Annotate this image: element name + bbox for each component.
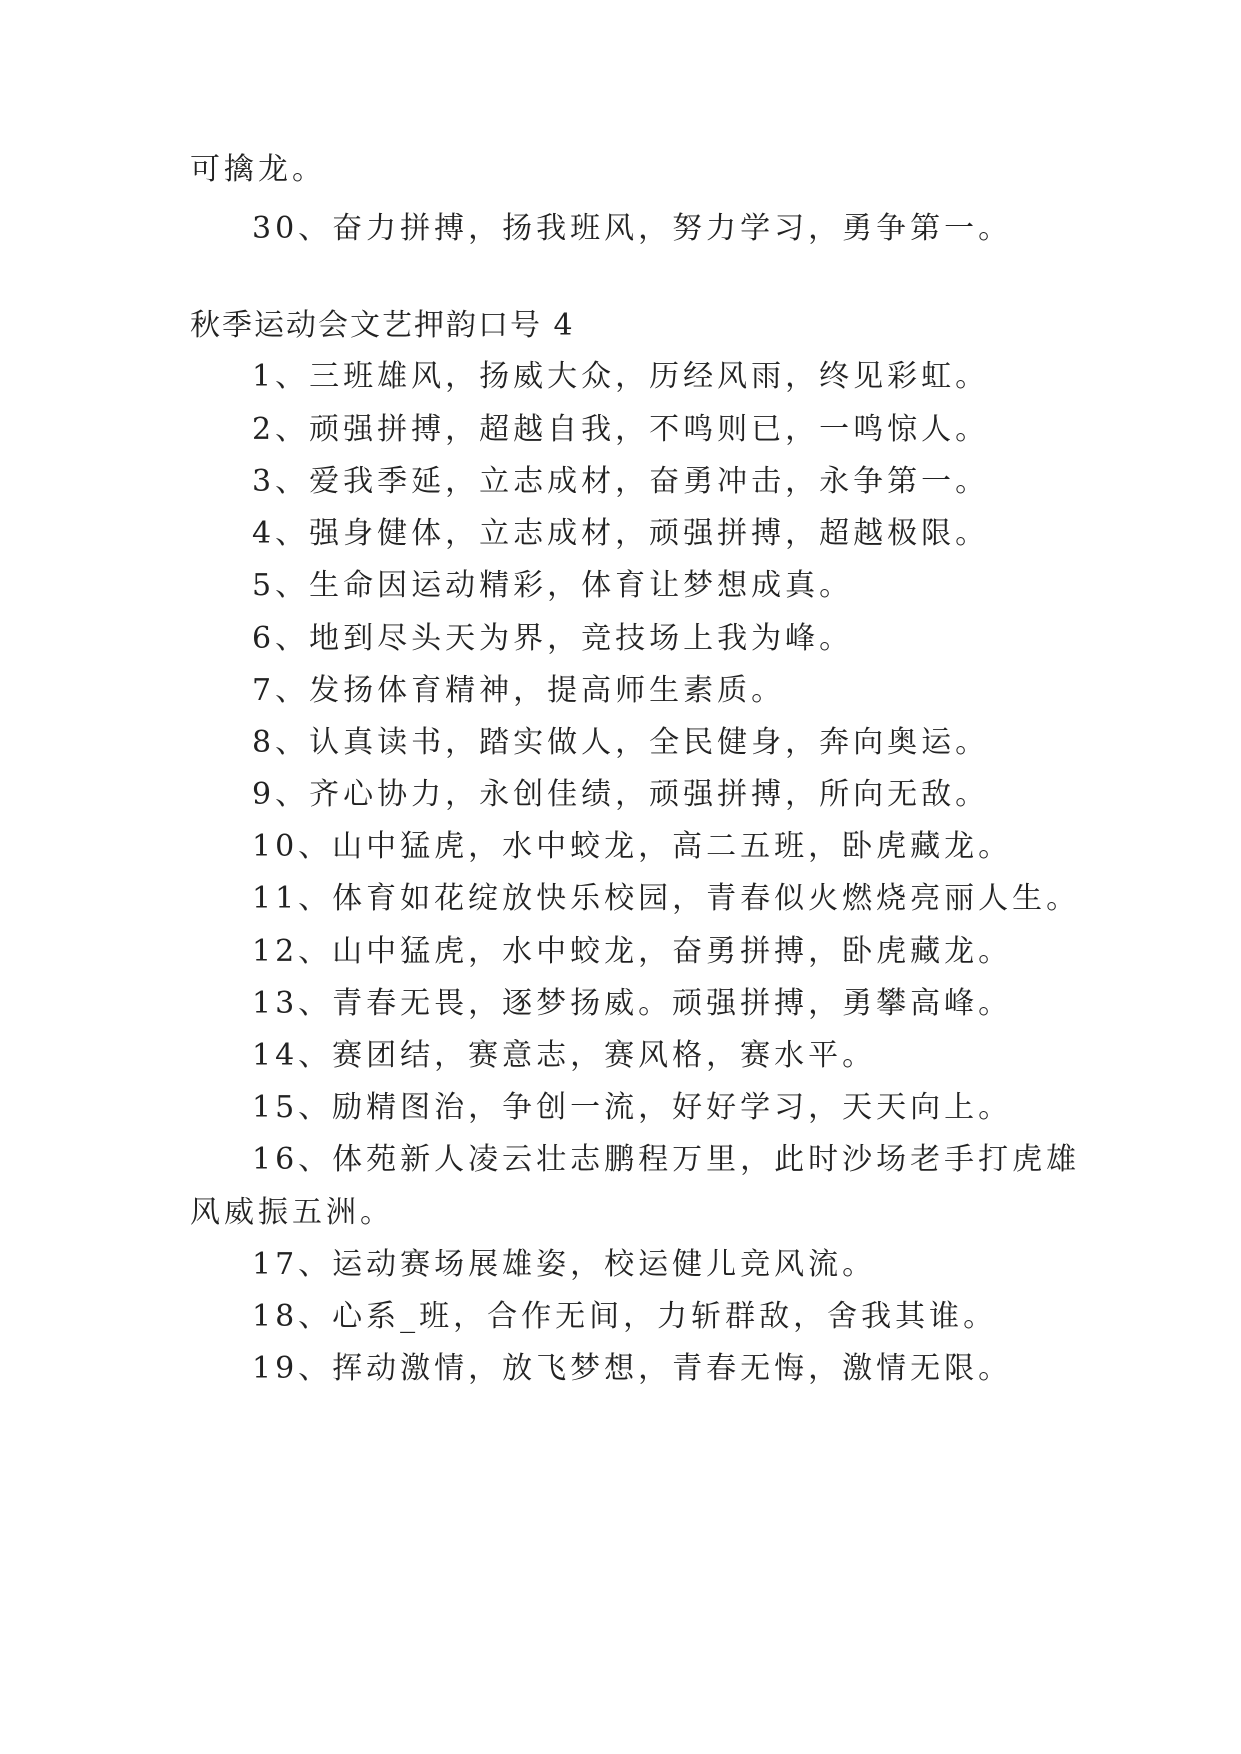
list-item: 17、运动赛场展雄姿，校运健儿竞风流。 xyxy=(252,1247,877,1282)
list-item: 11、体育如花绽放快乐校园，青春似火燃烧亮丽人生。 xyxy=(252,881,1081,916)
list-item: 3、爱我季延，立志成材，奋勇冲击，永争第一。 xyxy=(252,464,990,499)
list-item: 16、体苑新人凌云壮志鹏程万里，此时沙场老手打虎雄 xyxy=(252,1142,1081,1177)
list-item: 5、生命因运动精彩，体育让梦想成真。 xyxy=(252,568,854,603)
list-item: 13、青春无畏，逐梦扬威。顽强拼搏，勇攀高峰。 xyxy=(252,986,1013,1021)
list-item: 18、心系_班，合作无间，力斩群敌，舍我其谁。 xyxy=(252,1299,998,1334)
list-item: 2、顽强拼搏，超越自我，不鸣则已，一鸣惊人。 xyxy=(252,412,990,447)
continuation-line: 可擒龙。 xyxy=(190,152,326,187)
list-item: 12、山中猛虎，水中蛟龙，奋勇拼搏，卧虎藏龙。 xyxy=(252,934,1013,969)
list-item: 10、山中猛虎，水中蛟龙，高二五班，卧虎藏龙。 xyxy=(252,829,1013,864)
list-item: 14、赛团结，赛意志，赛风格，赛水平。 xyxy=(252,1038,877,1073)
list-item: 1、三班雄风，扬威大众，历经风雨，终见彩虹。 xyxy=(252,359,990,394)
list-item: 15、励精图治，争创一流，好好学习，天天向上。 xyxy=(252,1090,1013,1125)
list-item-continuation: 风威振五洲。 xyxy=(190,1195,394,1230)
list-item: 19、挥动激情，放飞梦想，青春无悔，激情无限。 xyxy=(252,1351,1013,1386)
list-item: 4、强身健体，立志成材，顽强拼搏，超越极限。 xyxy=(252,516,990,551)
list-item-30: 30、奋力拼搏，扬我班风，努力学习，勇争第一。 xyxy=(252,211,1013,246)
list-item: 8、认真读书，踏实做人，全民健身，奔向奥运。 xyxy=(252,725,990,760)
list-item: 6、地到尽头天为界，竞技场上我为峰。 xyxy=(252,621,854,656)
section-title: 秋季运动会文艺押韵口号 4 xyxy=(190,308,575,343)
list-item: 9、齐心协力，永创佳绩，顽强拼搏，所向无敌。 xyxy=(252,777,990,812)
list-item: 7、发扬体育精神，提高师生素质。 xyxy=(252,673,786,708)
